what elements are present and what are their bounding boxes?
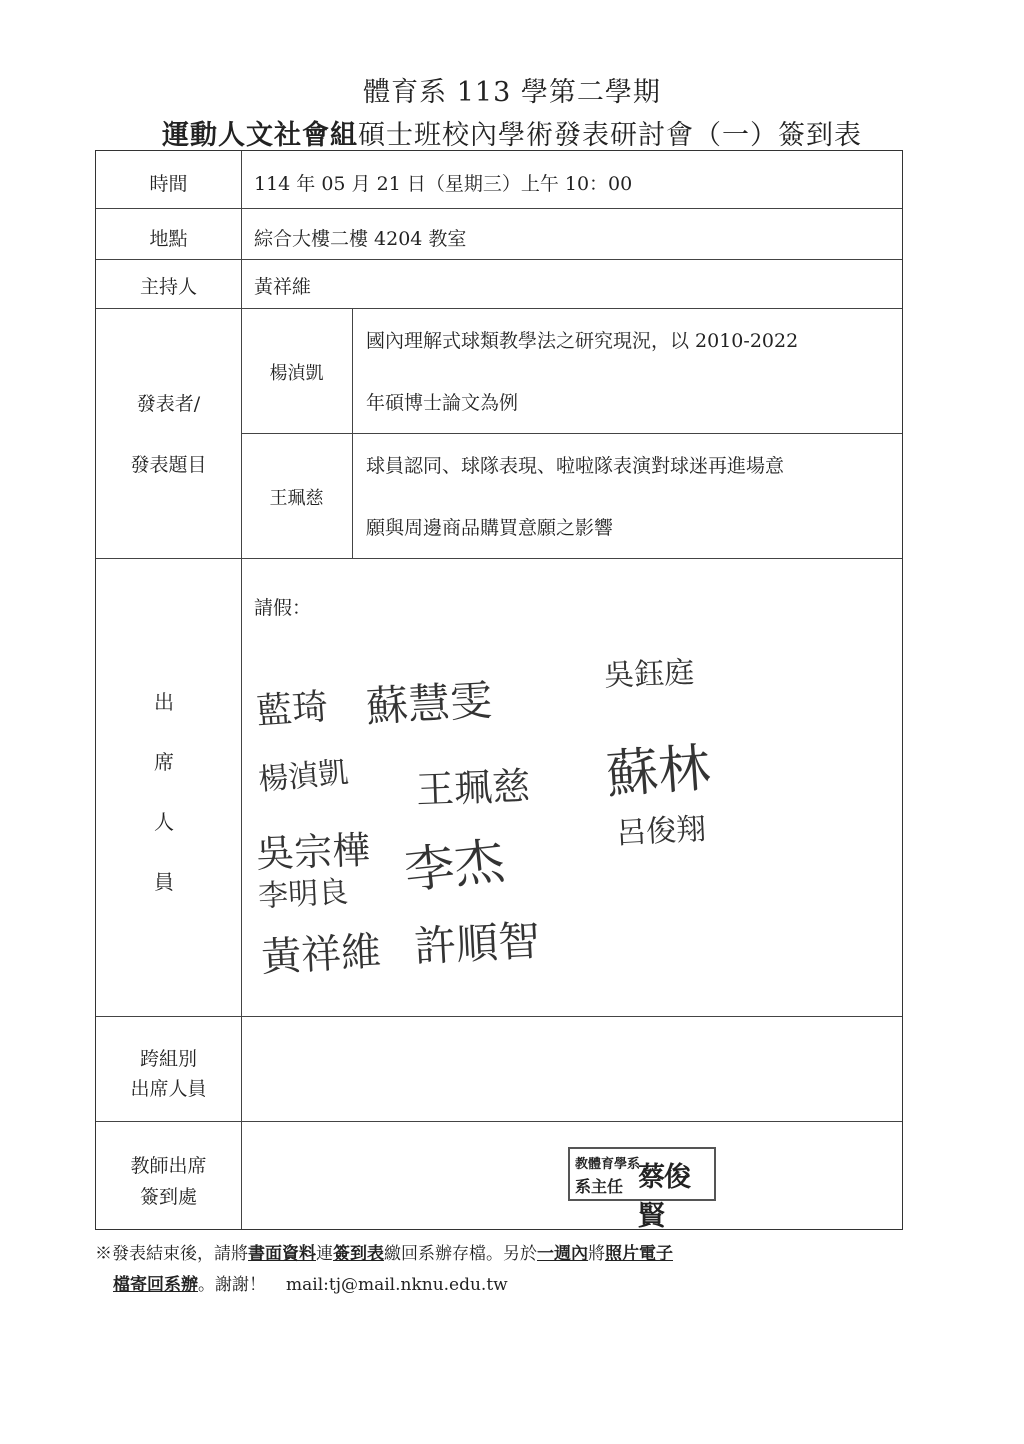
row-divider <box>96 1121 902 1122</box>
cross-group-label: 出席人員 <box>130 1078 207 1100</box>
teacher-label: 教師出席 <box>130 1155 207 1177</box>
stamp-title: 系主任 <box>575 1177 624 1196</box>
presentation-title <box>366 310 798 434</box>
column-divider <box>352 308 353 558</box>
subtitle-group-name: 運動人文社會組 <box>162 120 358 151</box>
footer-emphasis: 一週內 <box>537 1244 588 1264</box>
attendee-signature: 呂俊翔 <box>615 811 708 852</box>
footer-text: 繳回系辦存檔。另於 <box>384 1244 537 1264</box>
topic-label: 發表題目 <box>130 454 207 476</box>
footer-emphasis: 簽到表 <box>333 1244 384 1264</box>
presenter-name: 楊湞凱 <box>269 363 324 384</box>
place-label: 地點 <box>149 228 188 250</box>
stamp-department: 教體育學系 <box>575 1157 641 1172</box>
time-value: 114 年 05 月 21 日（星期三）上午 10：00 <box>254 173 633 195</box>
footer-emphasis: 照片電子 <box>605 1244 673 1264</box>
sign-in-table <box>95 150 903 1230</box>
host-label: 主持人 <box>139 276 197 298</box>
attendee-signature: 吳鈺庭 <box>603 655 695 694</box>
attendee-signature: 楊湞凱 <box>256 755 350 798</box>
attendee-signature: 蘇慧雯 <box>364 675 494 732</box>
attendee-signature: 王珮慈 <box>415 764 531 812</box>
attendance-label-char: 人 <box>154 810 174 834</box>
presenter-label: 發表者/ <box>136 393 201 415</box>
document-title: 體育系 113 學第二學期 <box>363 77 661 108</box>
footer-text: 。謝謝！ <box>198 1275 266 1295</box>
presentation-title <box>366 435 784 559</box>
attendee-signature: 李明良 <box>257 874 350 915</box>
column-divider <box>241 151 242 1229</box>
attendee-signature: 黃祥維 <box>260 928 383 982</box>
attendee-signature: 李杰 <box>401 831 508 901</box>
presentation-title-line: 國內理解式球類教學法之研究現況，以 2010-2022 <box>366 330 799 352</box>
department-chair-stamp <box>568 1147 716 1232</box>
attendee-signature: 吳宗樺 <box>255 828 371 876</box>
cross-group-label: 跨組別 <box>139 1048 197 1070</box>
footer-emphasis: 書面資料 <box>248 1244 316 1264</box>
row-divider <box>96 1016 902 1017</box>
leave-label: 請假： <box>254 597 312 619</box>
row-divider <box>96 208 902 209</box>
footer-text: 連 <box>316 1244 333 1264</box>
document-subtitle <box>0 113 1024 152</box>
row-divider <box>96 259 902 260</box>
contact-email: mail:tj@mail.nknu.edu.tw <box>286 1275 508 1295</box>
subtitle-event-name: 碩士班校內學術發表研討會（一）簽到表 <box>358 120 862 151</box>
attendee-signature: 許順智 <box>412 915 542 972</box>
place-value: 綜合大樓二樓 4204 教室 <box>254 228 467 250</box>
footer-note-line2 <box>113 1270 508 1295</box>
attendee-signature: 藍琦 <box>254 686 330 733</box>
attendance-label-char: 席 <box>154 750 174 774</box>
footer-emphasis: 檔寄回系辦 <box>113 1275 198 1295</box>
time-label: 時間 <box>149 173 188 195</box>
presentation-title-line: 願與周邊商品購買意願之影響 <box>366 517 614 539</box>
attendance-label-char: 員 <box>154 870 174 894</box>
attendance-label-char: 出 <box>154 690 174 714</box>
attendee-signature: 蘇林 <box>604 738 713 806</box>
teacher-label: 簽到處 <box>139 1186 197 1208</box>
presentation-title-line: 年碩博士論文為例 <box>366 392 519 414</box>
footer-note <box>95 1239 673 1264</box>
host-value: 黃祥維 <box>254 276 312 298</box>
footer-text: 將 <box>588 1244 605 1264</box>
footer-text: ※發表結束後，請將 <box>95 1244 248 1264</box>
row-divider <box>96 308 902 309</box>
presentation-title-line: 球員認同、球隊表現、啦啦隊表演對球迷再進場意 <box>366 455 785 477</box>
stamp-name: 蔡俊賢 <box>638 1162 690 1232</box>
presenter-name: 王珮慈 <box>269 488 324 509</box>
